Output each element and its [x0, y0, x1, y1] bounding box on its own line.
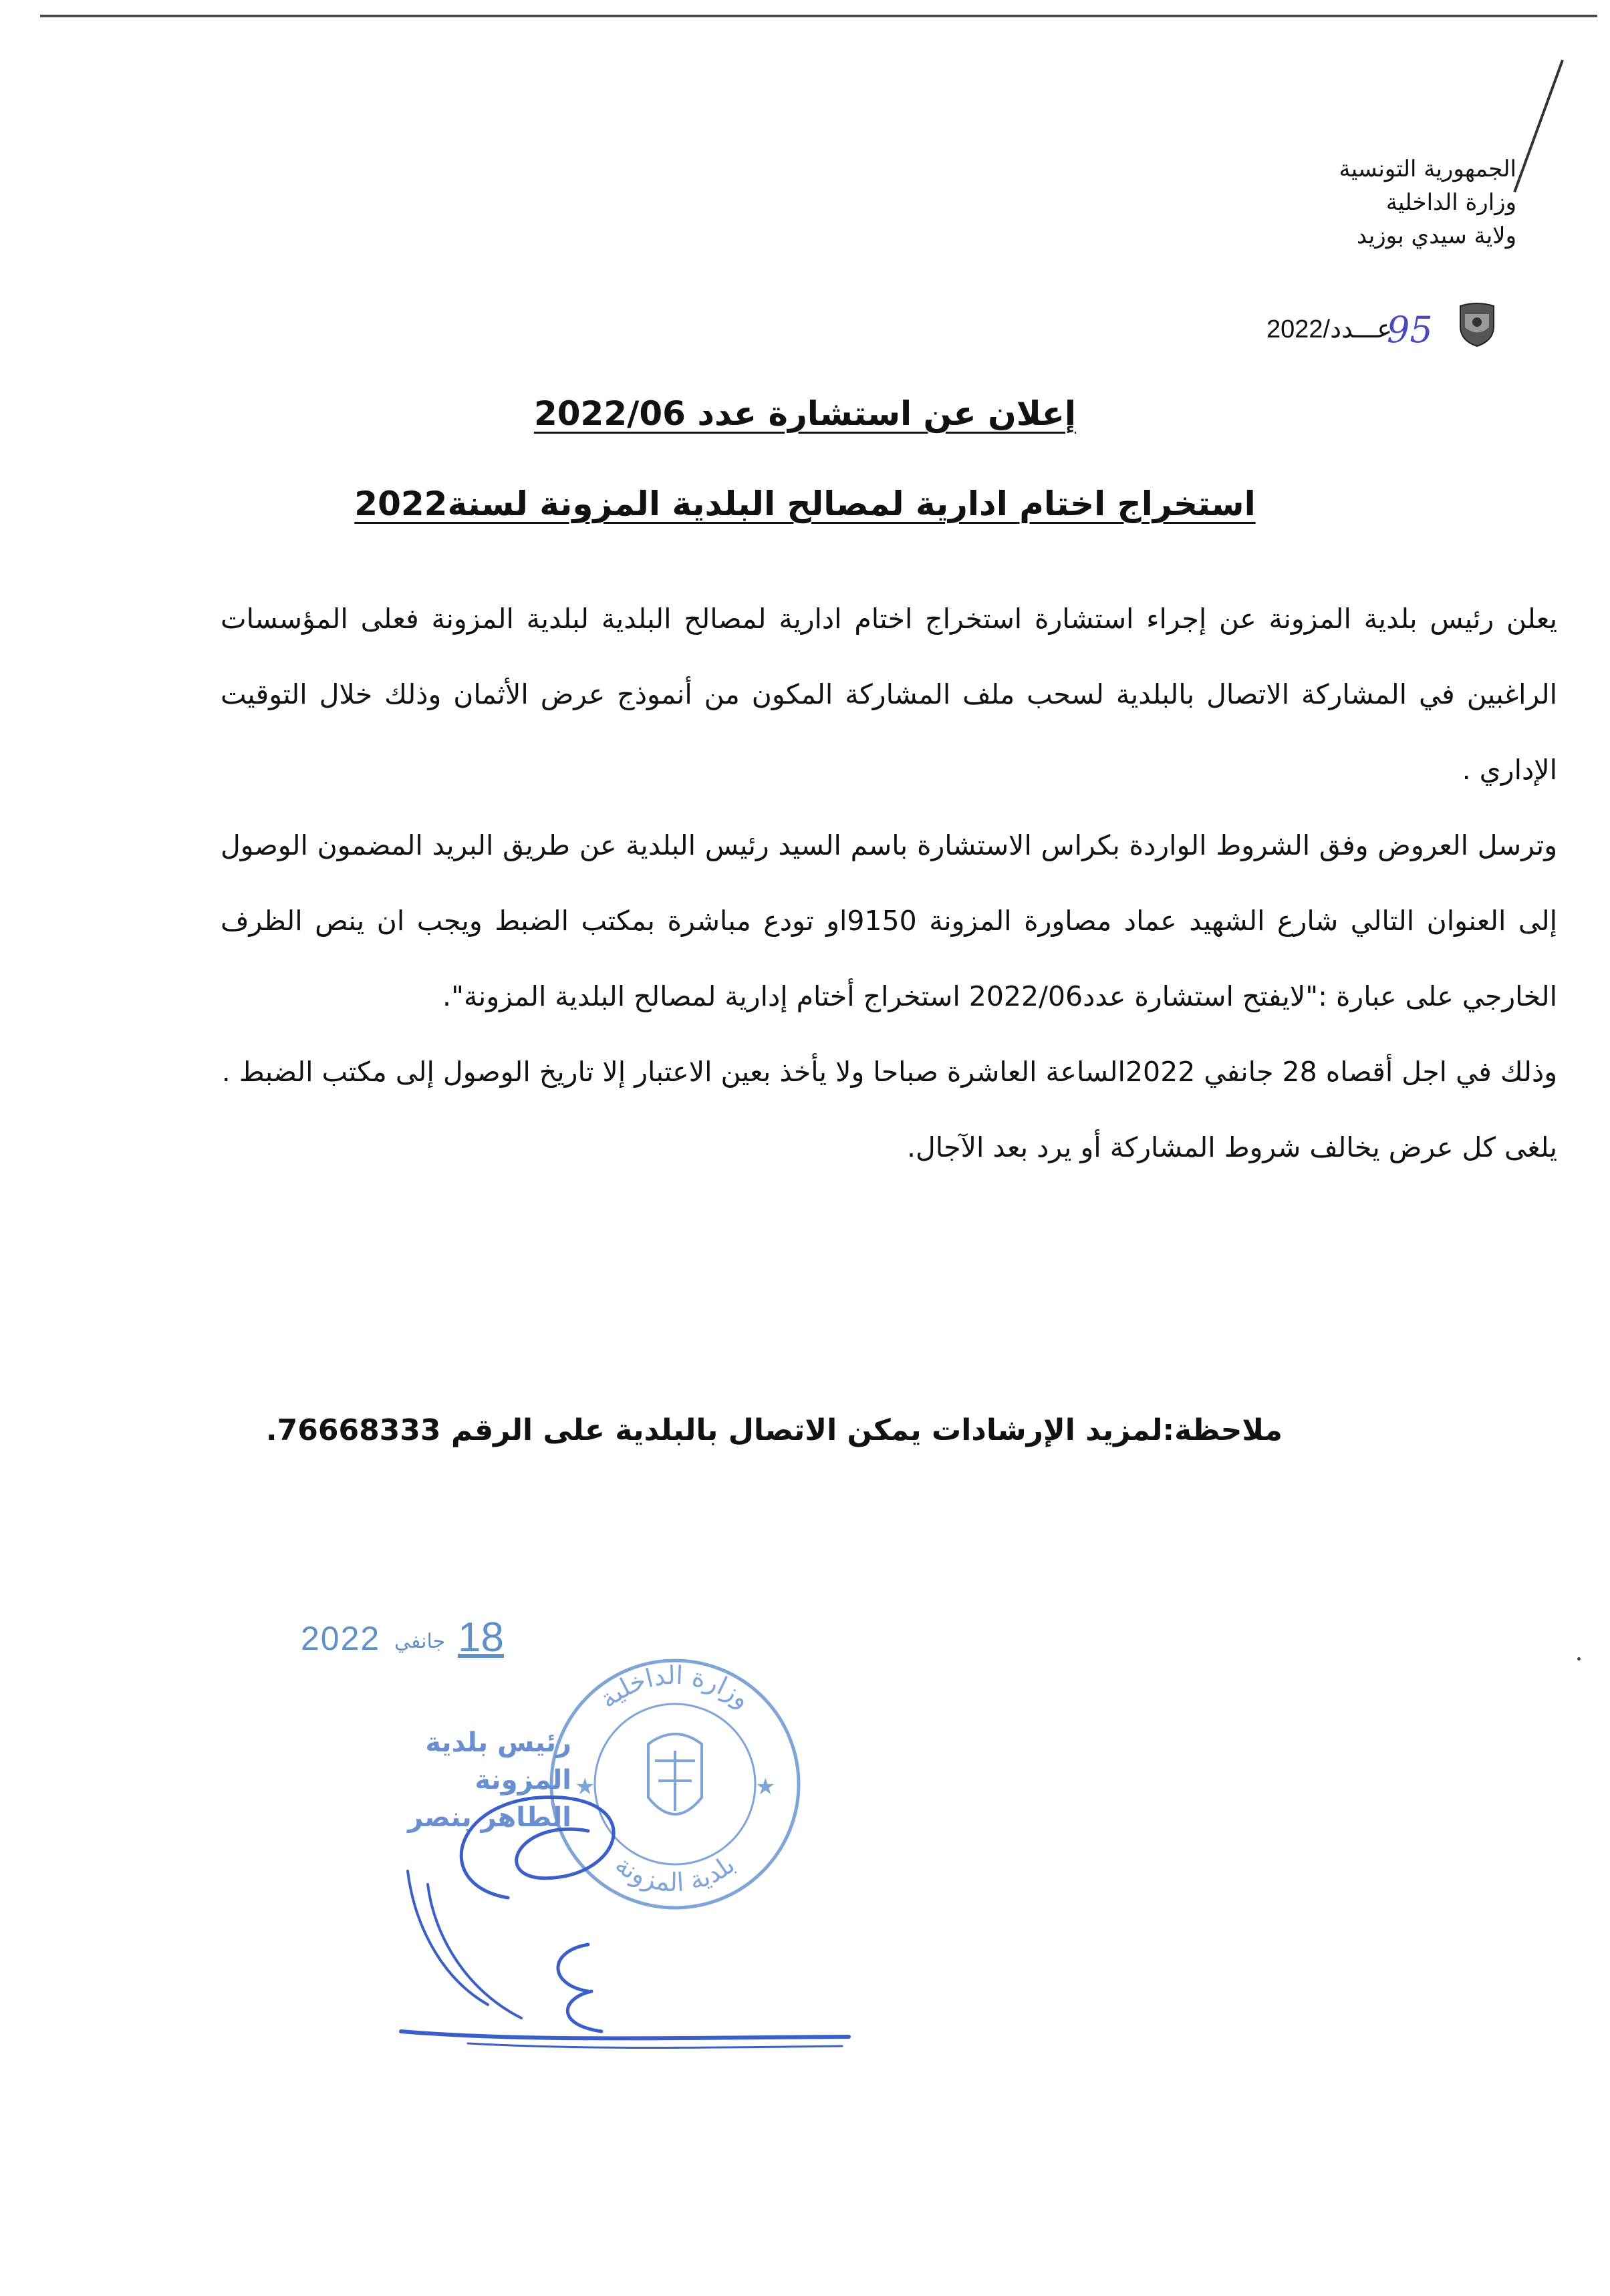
svg-text:★: ★: [575, 1773, 595, 1800]
date-stamp-month: جانفي: [394, 1630, 446, 1653]
announcement-body: [221, 581, 1557, 1185]
svg-text:★: ★: [755, 1773, 776, 1800]
announcement-subtitle: [0, 484, 1610, 523]
reference-number: [1256, 294, 1497, 368]
signature: [388, 1777, 855, 2058]
reference-handwritten: 95: [1387, 309, 1433, 351]
mayor-stamp-title: رئيس بلدية المزونة: [425, 1727, 571, 1796]
governorate-emblem-icon: [1457, 301, 1497, 347]
announcement-subtitle-text: استخراج اختام ادارية لمصالح البلدية المزونة لسنة2022: [354, 484, 1256, 523]
date-stamp-day: 18: [458, 1614, 504, 1661]
announcement-title-text: إعلان عن استشارة عدد 2022/06: [533, 394, 1077, 433]
date-stamp: [301, 1614, 541, 1667]
body-paragraph: وترسل العروض وفق الشروط الواردة بكراس الاستشارة باسم السيد رئيس البلدية عن طريق البريد المضمون الوصول إلى العنوان التالي شارع الشهيد عماد مصاورة المزونة 9150او تودع مباشرة بمكتب الضبط ويجب ان ينص الظرف الخارجي على عبارة :"لايفتح استشارة عدد2022/06 استخراج أختام إدارية لمصالح البلدية المزونة".: [221, 829, 1557, 1012]
letterhead-ministry: وزارة الداخلية: [1385, 189, 1516, 216]
letterhead: [1115, 152, 1516, 253]
scan-dot: [1577, 1657, 1581, 1661]
scan-mark: [1513, 59, 1564, 192]
body-paragraph: وذلك في اجل أقصاه 28 جانفي 2022الساعة العاشرة صباحا ولا يأخذ بعين الاعتبار إلا تاريخ الوصول إلى مكتب الضبط .: [221, 1056, 1557, 1088]
letterhead-governorate: ولاية سيدي بوزيد: [1356, 223, 1516, 249]
letterhead-country: الجمهورية التونسية: [1339, 156, 1516, 182]
body-paragraph: يلغى كل عرض يخالف شروط المشاركة أو يرد بعد الآجال.: [906, 1131, 1557, 1163]
body-paragraph: يعلن رئيس بلدية المزونة عن إجراء استشارة استخراج اختام ادارية لمصالح البلدية لبلدية المزونة فعلى المؤسسات الراغبين في المشاركة الاتصال بالبلدية لسحب ملف المشاركة المكون من أنموذج عرض الأثمان وذلك خلال التوقيت الإداري .: [221, 603, 1557, 786]
announcement-title: [0, 394, 1610, 433]
mayor-stamp-name: الطاهر بنصر: [408, 1802, 571, 1833]
contact-note: ملاحظة:لمزيد الإرشادات يمكن الاتصال بالبلدية على الرقم 76668333.: [265, 1413, 1283, 1447]
scan-border-top: [40, 15, 1597, 17]
date-stamp-year: 2022: [301, 1620, 381, 1657]
reference-printed: عـــدد/2022: [1266, 315, 1393, 343]
seal-top-text: وزارة الداخلية: [593, 1660, 757, 1714]
seal-bottom-text: بلدية المزونة: [610, 1849, 741, 1898]
